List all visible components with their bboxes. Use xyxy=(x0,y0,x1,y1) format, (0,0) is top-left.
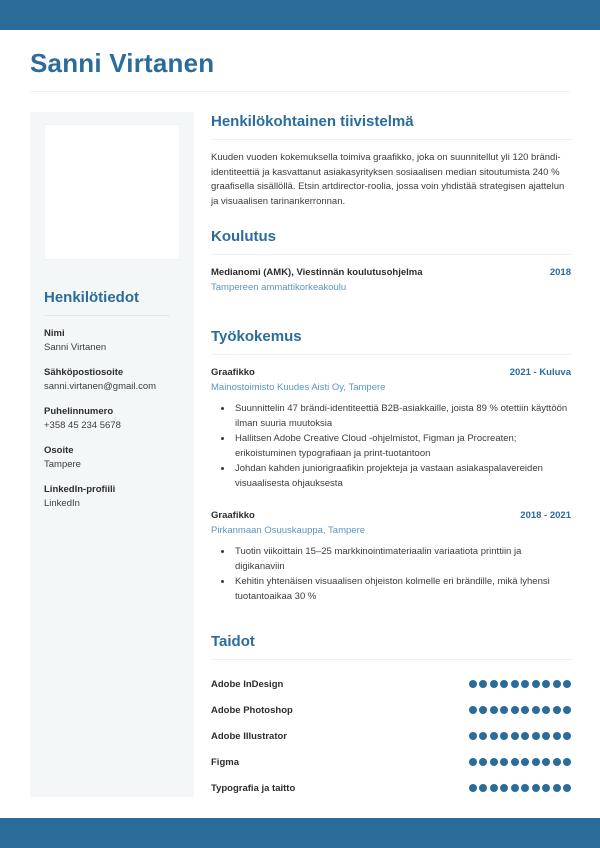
education-degree: Medianomi (AMK), Viestinnän koulutusohjelma xyxy=(211,267,423,278)
rating-dot xyxy=(500,758,508,766)
section-education xyxy=(211,227,571,323)
contact-section-divider xyxy=(44,315,170,316)
education-entry-header xyxy=(211,266,571,280)
skill-rating[interactable] xyxy=(469,732,572,740)
top-accent-bar xyxy=(0,0,600,30)
section-divider xyxy=(211,254,571,255)
section-divider xyxy=(211,139,571,140)
page-title: Sanni Virtanen xyxy=(30,48,215,78)
rating-dot xyxy=(521,784,529,792)
skill-rating[interactable] xyxy=(469,706,572,714)
rating-dot xyxy=(563,680,571,688)
rating-dot xyxy=(532,784,540,792)
experience-company: Pirkanmaan Osuuskauppa, Tampere xyxy=(211,525,366,536)
rating-dot xyxy=(479,732,487,740)
rating-dot xyxy=(563,732,571,740)
experience-entry xyxy=(211,509,571,604)
rating-dot xyxy=(553,680,561,688)
rating-dot xyxy=(511,784,519,792)
spacer xyxy=(211,493,571,509)
rating-dot xyxy=(490,732,498,740)
list-item: • Hallitsen Adobe Creative Cloud -ohjelmistot, Figman ja Procreaten; erikoistuminen typografiaan ja print-tuotantoon xyxy=(233,432,571,461)
rating-dot xyxy=(511,732,519,740)
rating-dot xyxy=(479,680,487,688)
skill-label: Adobe Illustrator xyxy=(211,730,288,742)
contact-value[interactable]: LinkedIn xyxy=(44,498,80,509)
experience-role: Graafikko xyxy=(211,510,255,521)
spacer xyxy=(211,606,571,628)
rating-dot xyxy=(532,732,540,740)
rating-dot xyxy=(469,706,477,714)
rating-dot xyxy=(490,706,498,714)
rating-dot xyxy=(553,758,561,766)
list-item: • Kehitin yhtenäisen visuaalisen ohjeiston kolmelle eri brändille, mikä lyhensi tuotantoaikaa 30 % xyxy=(233,575,571,604)
rating-dot xyxy=(563,706,571,714)
rating-dot xyxy=(521,706,529,714)
contact-value: +358 45 234 5678 xyxy=(44,420,121,431)
skill-row xyxy=(211,775,571,801)
rating-dot xyxy=(553,784,561,792)
main-column xyxy=(211,112,571,805)
skill-row xyxy=(211,749,571,775)
list-item: • Suunnittelin 47 brändi-identiteettiä B2B-asiakkaille, joista 89 % otettiin käyttöön ilman suuria muutoksia xyxy=(233,402,571,431)
contact-label: Nimi xyxy=(44,328,65,339)
skill-label: Adobe Photoshop xyxy=(211,704,293,716)
rating-dot xyxy=(553,732,561,740)
contact-item-phone xyxy=(44,405,180,433)
contact-section-title: Henkilötiedot xyxy=(44,289,140,306)
skill-rating[interactable] xyxy=(469,758,572,766)
section-divider xyxy=(211,659,571,660)
section-summary xyxy=(211,112,571,209)
section-title-education: Koulutus xyxy=(211,228,276,245)
experience-company: Mainostoimisto Kuudes Aisti Oy, Tampere xyxy=(211,382,386,393)
rating-dot xyxy=(521,732,529,740)
contact-label: Osoite xyxy=(44,445,74,456)
rating-dot xyxy=(553,706,561,714)
experience-entry xyxy=(211,366,571,491)
contact-item-address xyxy=(44,444,180,472)
rating-dot xyxy=(532,758,540,766)
rating-dot xyxy=(521,680,529,688)
bottom-accent-bar xyxy=(0,818,600,848)
contact-value: Sanni Virtanen xyxy=(44,342,107,353)
list-item: • Johdan kahden juniorigraafikin projekteja ja vastaan asiakaspalavereiden visuaalisesta ohjauksesta xyxy=(233,462,571,491)
rating-dot xyxy=(500,784,508,792)
rating-dot xyxy=(500,706,508,714)
education-school: Tampereen ammattikorkeakoulu xyxy=(211,282,347,293)
rating-dot xyxy=(511,758,519,766)
summary-text: Kuuden vuoden kokemuksella toimiva graafikko, joka on suunnitellut yli 120 brändi-identiteettiä ja kasvattanut asiakasyrityksen sosiaalisen median sitoutumista 240 % graafisella sisällöllä. Etsin artdirector-roolia, jossa voin yhdistää strategisen ajattelun ja visuaalisen tarinankerronnan. xyxy=(211,152,565,207)
section-title-experience: Työkokemus xyxy=(211,328,302,345)
rating-dot xyxy=(500,680,508,688)
rating-dot xyxy=(521,758,529,766)
contact-item-linkedin xyxy=(44,483,180,511)
list-item: • Tuotin viikoittain 15–25 markkinointimateriaalin variaatiota printtiin ja digikanaviin xyxy=(233,545,571,574)
experience-entry-header xyxy=(211,509,571,523)
experience-bullets xyxy=(211,402,571,491)
contact-label: Puhelinnumero xyxy=(44,406,114,417)
name-block xyxy=(30,46,570,92)
skill-label: Typografia ja taitto xyxy=(211,782,296,794)
section-experience xyxy=(211,327,571,628)
rating-dot xyxy=(469,758,477,766)
sidebar xyxy=(30,112,194,797)
rating-dot xyxy=(479,784,487,792)
skill-label: Adobe InDesign xyxy=(211,678,284,690)
skill-row xyxy=(211,671,571,697)
rating-dot xyxy=(542,732,550,740)
skill-rating[interactable] xyxy=(469,680,572,688)
contact-label: Sähköpostiosoite xyxy=(44,367,124,378)
rating-dot xyxy=(469,680,477,688)
section-divider xyxy=(211,354,571,355)
section-skills xyxy=(211,632,571,801)
skill-rating[interactable] xyxy=(469,784,572,792)
section-title-summary: Henkilökohtainen tiivistelmä xyxy=(211,113,414,130)
skill-row xyxy=(211,697,571,723)
spacer xyxy=(211,297,571,323)
section-title-skills: Taidot xyxy=(211,633,255,650)
rating-dot xyxy=(479,706,487,714)
profile-photo-placeholder[interactable] xyxy=(44,124,180,260)
experience-date: 2018 - 2021 xyxy=(520,510,571,521)
name-divider xyxy=(30,91,570,92)
rating-dot xyxy=(500,732,508,740)
rating-dot xyxy=(532,680,540,688)
rating-dot xyxy=(490,758,498,766)
skill-row xyxy=(211,723,571,749)
rating-dot xyxy=(490,680,498,688)
rating-dot xyxy=(542,758,550,766)
rating-dot xyxy=(532,706,540,714)
rating-dot xyxy=(469,784,477,792)
rating-dot xyxy=(563,784,571,792)
rating-dot xyxy=(511,680,519,688)
rating-dot xyxy=(469,732,477,740)
experience-bullets xyxy=(211,545,571,604)
education-date: 2018 xyxy=(549,267,571,278)
contact-value: sanni.virtanen@gmail.com xyxy=(44,381,157,392)
experience-role: Graafikko xyxy=(211,367,255,378)
rating-dot xyxy=(511,706,519,714)
rating-dot xyxy=(542,680,550,688)
rating-dot xyxy=(542,784,550,792)
rating-dot xyxy=(542,706,550,714)
contact-item-name xyxy=(44,327,180,355)
contact-label: LinkedIn-profiili xyxy=(44,484,116,495)
rating-dot xyxy=(563,758,571,766)
contact-value: Tampere xyxy=(44,459,81,470)
rating-dot xyxy=(479,758,487,766)
experience-entry-header xyxy=(211,366,571,380)
education-entry xyxy=(211,266,571,295)
contact-item-email xyxy=(44,366,180,394)
experience-date: 2021 - Kuluva xyxy=(509,367,571,378)
skill-label: Figma xyxy=(211,756,239,768)
rating-dot xyxy=(490,784,498,792)
